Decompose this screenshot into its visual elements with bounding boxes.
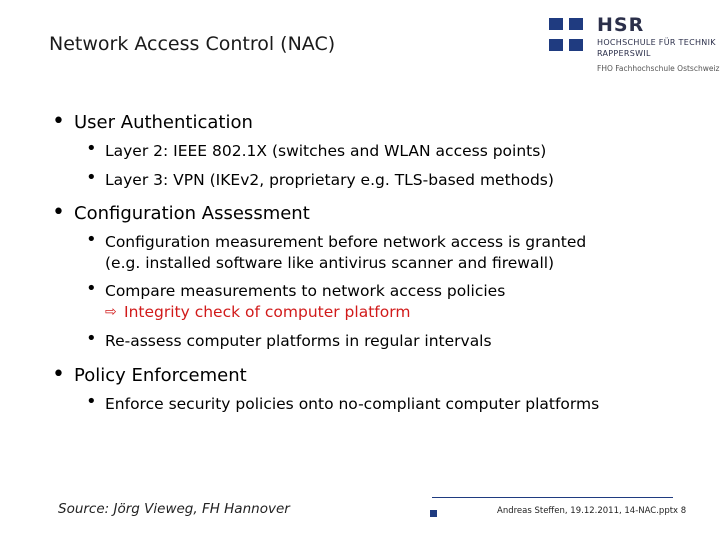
logo-fho-text: FHO Fachhochschule Ostschweiz — [597, 64, 720, 73]
logo-subtitle-line2: RAPPERSWIL — [597, 49, 651, 58]
hsr-logo — [549, 14, 719, 76]
source-citation: Source: Jörg Vieweg, FH Hannover — [58, 501, 290, 517]
sub-bullet-text: Re-assess computer platforms in regular intervals — [105, 332, 492, 350]
logo-square-icon — [549, 39, 563, 51]
footer-square-icon — [430, 510, 437, 517]
bullet-dot-icon: • — [86, 278, 97, 299]
bullet-dot-icon: • — [52, 362, 65, 387]
footer-author-info: Andreas Steffen, 19.12.2011, 14-NAC.pptx 8 — [497, 506, 687, 516]
logo-square-icon — [569, 39, 583, 51]
sub-bullet-text: Compare measurements to network access policies — [105, 282, 506, 300]
logo-square-icon — [569, 18, 583, 30]
logo-wordmark: HSR — [597, 14, 645, 36]
sub-bullet-text: Configuration measurement before network access is granted — [105, 233, 587, 251]
slide-title: Network Access Control (NAC) — [49, 33, 336, 55]
bullet-label: User Authentication — [74, 112, 253, 133]
sub-bullet-text: Layer 3: VPN (IKEv2, proprietary e.g. TLS-based methods) — [105, 171, 554, 189]
sub-bullet-text: Layer 2: IEEE 802.1X (switches and WLAN access points) — [105, 142, 547, 160]
logo-square-icon — [549, 18, 563, 30]
bullet-label: Policy Enforcement — [74, 365, 247, 386]
bullet-dot-icon: • — [52, 109, 65, 134]
bullet-dot-icon: • — [86, 138, 97, 159]
sub-bullet-text: (e.g. installed software like antivirus scanner and firewall) — [105, 254, 555, 272]
footer-divider — [432, 497, 673, 498]
logo-subtitle-line1: HOCHSCHULE FÜR TECHNIK — [597, 38, 716, 47]
bullet-dot-icon: • — [52, 200, 65, 225]
arrow-right-icon: ⇨ — [105, 304, 117, 320]
integrity-check-text: Integrity check of computer platform — [124, 303, 411, 321]
bullet-label: Configuration Assessment — [74, 203, 310, 224]
bullet-dot-icon: • — [86, 167, 97, 188]
bullet-dot-icon: • — [86, 328, 97, 349]
bullet-dot-icon: • — [86, 391, 97, 412]
bullet-dot-icon: • — [86, 229, 97, 250]
sub-bullet-text: Enforce security policies onto no-compliant computer platforms — [105, 395, 600, 413]
